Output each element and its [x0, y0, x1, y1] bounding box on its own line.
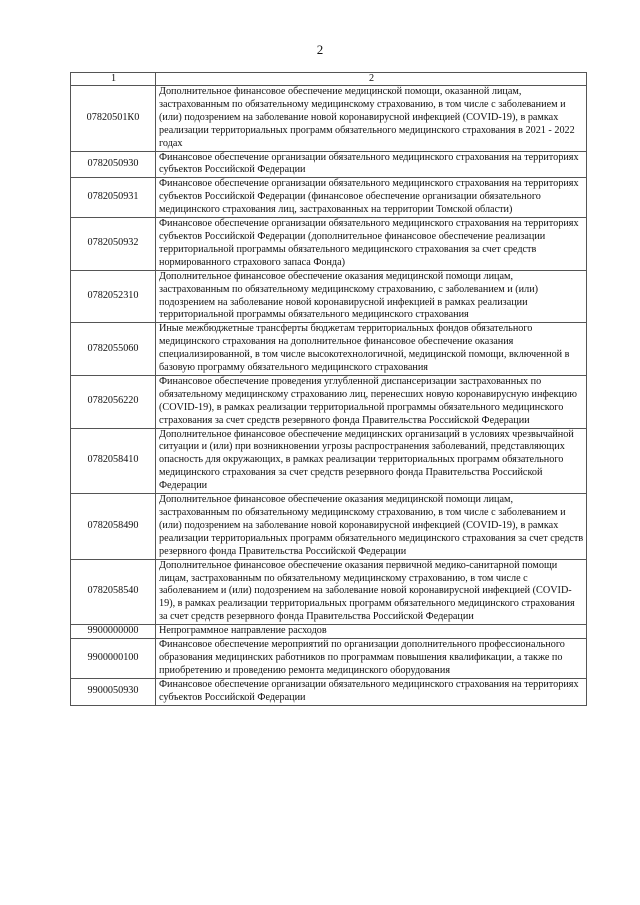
- description-cell: Финансовое обеспечение организации обязательного медицинского страхования на территориях субъектов Российской Федерации (финансовое обеспечение организации обязательного медицинского страхования лиц, застрахованных на территории Томской области): [156, 178, 587, 218]
- description-cell: Финансовое обеспечение организации обязательного медицинского страхования на территориях субъектов Российской Федерации (дополнительное финансовое обеспечение реализации территориальной программы обязательного медицинского страхования за счет средств нормированного страхового запаса Фонда): [156, 218, 587, 271]
- budget-code-table: [70, 72, 587, 706]
- table-row: [71, 639, 587, 679]
- description-cell: Финансовое обеспечение организации обязательного медицинского страхования на территориях субъектов Российской Федерации: [156, 151, 587, 178]
- table-row: [71, 375, 587, 428]
- code-cell: 0782055060: [71, 323, 156, 376]
- table-row: [71, 494, 587, 560]
- page-number: 2: [316, 42, 324, 57]
- description-cell: Дополнительное финансовое обеспечение оказания медицинской помощи лицам, застрахованным по обязательному медицинскому страхованию, с заболеванием и (или) подозрением на заболевание новой коронавирусной инфекцией в рамках реализации территориальной программы обязательного медицинского страхования: [156, 270, 587, 323]
- description-cell: Финансовое обеспечение организации обязательного медицинского страхования на территориях субъектов Российской Федерации: [156, 678, 587, 705]
- code-cell: 9900000100: [71, 639, 156, 679]
- description-cell: Финансовое обеспечение проведения углубленной диспансеризации застрахованных по обязательному медицинскому страхованию лиц, перенесших новую коронавирусную инфекцию (COVID-19), в рамках реализации территориальной программы обязательного медицинского страхования за счет средств резервного фонда Правительства Российской Федерации: [156, 375, 587, 428]
- description-cell: Финансовое обеспечение мероприятий по организации дополнительного профессионального образования медицинских работников по программам повышения квалификации, а также по приобретению и проведению ремонта медицинского оборудования: [156, 639, 587, 679]
- table-row: [71, 86, 587, 152]
- code-cell: 0782050932: [71, 218, 156, 271]
- table-header-row: [71, 73, 587, 86]
- table-row: [71, 178, 587, 218]
- code-cell: 07820501К0: [71, 86, 156, 152]
- description-cell: Дополнительное финансовое обеспечение оказания первичной медико-санитарной помощи лицам, застрахованным по обязательному медицинскому страхованию, в том числе с заболеванием и (или) подозрением на заболевание новой коронавирусной инфекцией (COVID-19), в рамках реализации территориальных программ обязательного медицинского страхования за счет средств резервного фонда Правительства Российской Федерации: [156, 559, 587, 625]
- description-cell: Непрограммное направление расходов: [156, 625, 587, 639]
- table-row: [71, 678, 587, 705]
- description-cell: Дополнительное финансовое обеспечение медицинской помощи, оказанной лицам, застрахованным по обязательному медицинскому страхованию, в том числе с заболеванием и (или) подозрением на заболевание новой коронавирусной инфекцией (COVID-19), в рамках реализации территориальных программ обязательного медицинского страхования в 2021 - 2022 годах: [156, 86, 587, 152]
- code-cell: 9900000000: [71, 625, 156, 639]
- column-header-1: 1: [71, 73, 156, 86]
- code-cell: 0782052310: [71, 270, 156, 323]
- table-row: [71, 270, 587, 323]
- table-row: [71, 625, 587, 639]
- description-cell: Иные межбюджетные трансферты бюджетам территориальных фондов обязательного медицинского страхования на дополнительное финансовое обеспечение оказания специализированной, в том числе высокотехнологичной, медицинской помощи, включенной в базовую программу обязательного медицинского страхования: [156, 323, 587, 376]
- code-cell: 9900050930: [71, 678, 156, 705]
- table-row: [71, 323, 587, 376]
- code-cell: 0782050931: [71, 178, 156, 218]
- table-row: [71, 218, 587, 271]
- table-row: [71, 559, 587, 625]
- description-cell: Дополнительное финансовое обеспечение медицинских организаций в условиях чрезвычайной ситуации и (или) при возникновении угрозы распространения заболеваний, представляющих опасность для окружающих, в рамках реализации территориальных программ обязательного медицинского страхования за счет средств резервного фонда Правительства Российской Федерации: [156, 428, 587, 494]
- code-cell: 0782058540: [71, 559, 156, 625]
- table-row: [71, 151, 587, 178]
- table-row: [71, 428, 587, 494]
- code-cell: 0782058410: [71, 428, 156, 494]
- code-cell: 0782056220: [71, 375, 156, 428]
- code-cell: 0782058490: [71, 494, 156, 560]
- column-header-2: 2: [156, 73, 587, 86]
- code-cell: 0782050930: [71, 151, 156, 178]
- description-cell: Дополнительное финансовое обеспечение оказания медицинской помощи лицам, застрахованным по обязательному медицинскому страхованию, в том числе с заболеванием и (или) подозрением на заболевание новой коронавирусной инфекцией (COVID-19), в рамках реализации территориальных программ обязательного медицинского страхования за счет средств резервного фонда Правительства Российской Федерации: [156, 494, 587, 560]
